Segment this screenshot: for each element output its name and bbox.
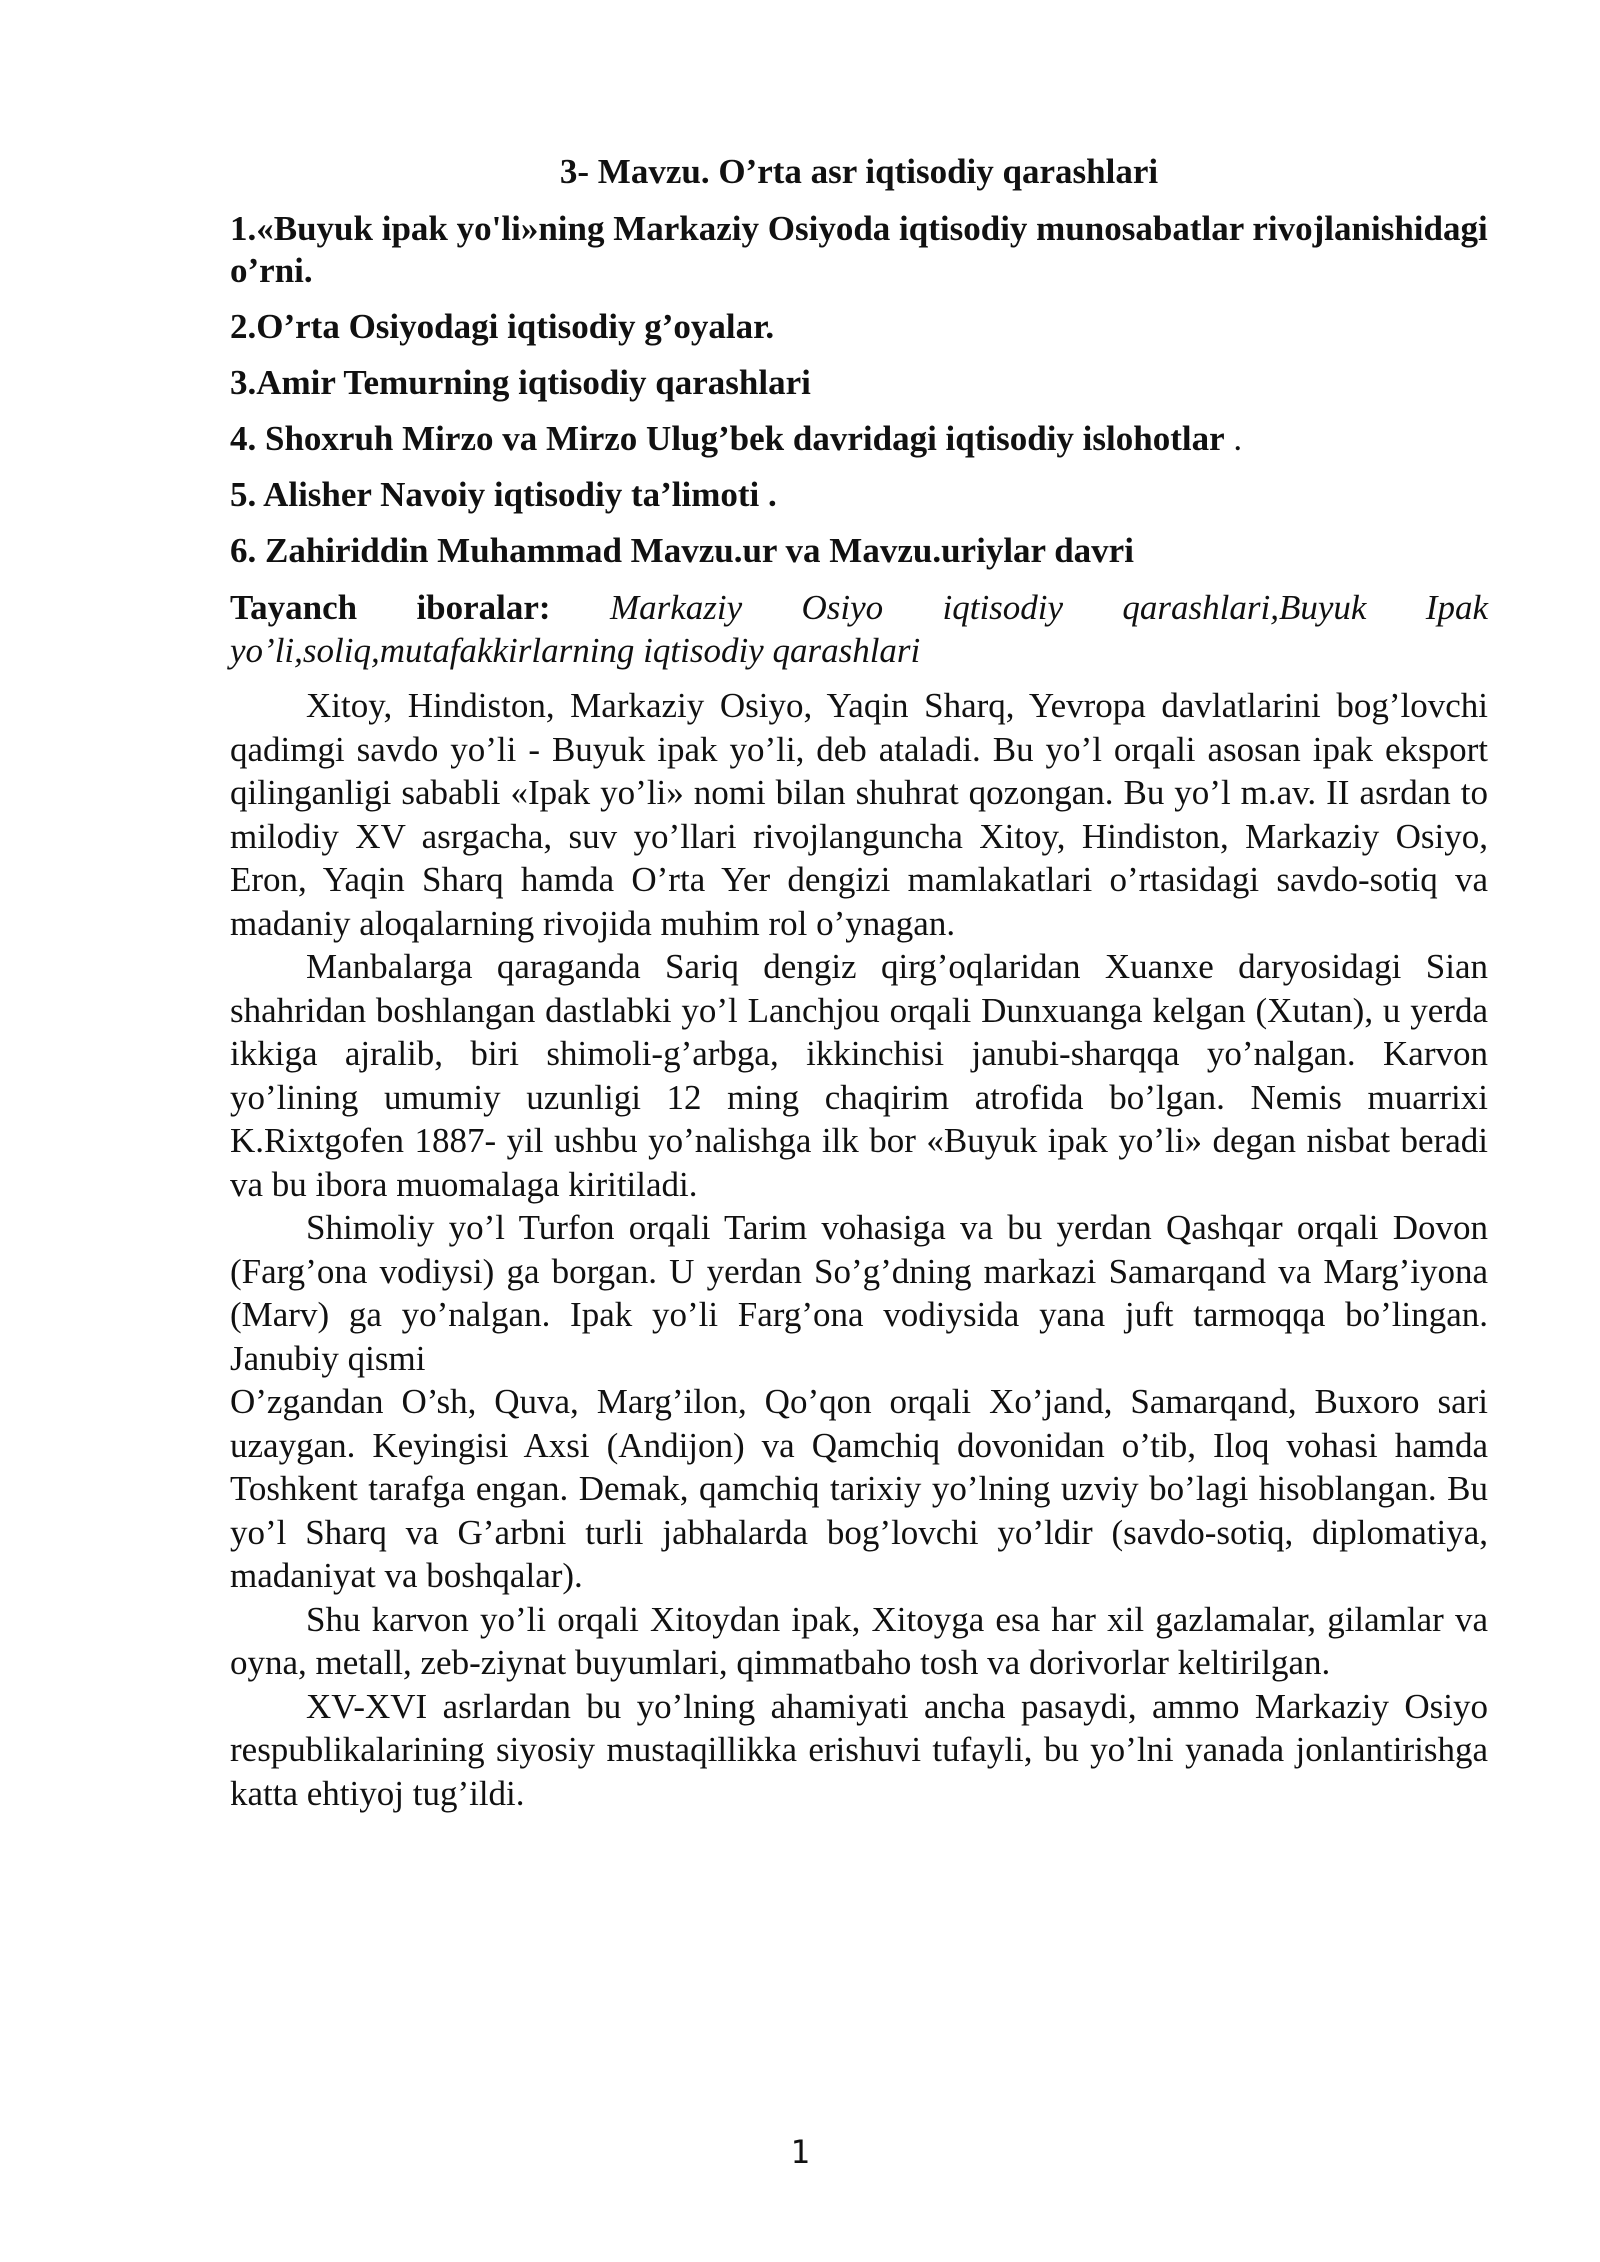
- outline-item-6: [230, 530, 1488, 572]
- outline-item-4: [230, 418, 1488, 460]
- outline-item-trail: .: [1224, 419, 1243, 458]
- body-paragraph-5: XV-XVI asrlardan bu yo’lning ahamiyati ancha pasaydi, ammo Markaziy Osiyo respublikalarining siyosiy mustaqillikka erishuvi tufayli, bu yo’lni yanada jonlantirishga katta ehtiyoj tug’ildi.: [230, 1686, 1488, 1813]
- key-terms: [230, 586, 1488, 672]
- outline-item-text: 1.«Buyuk ipak yo'li»ning Markaziy Osiyoda iqtisodiy munosabatlar rivojlanishidagi o’rni.: [230, 209, 1488, 290]
- page-number: 1: [790, 2133, 810, 2171]
- key-terms-text: Markaziy Osiyo iqtisodiy qarashlari,Buyuk Ipak yo’li,soliq,mutafakkirlarning iqtisodiy qarashlari: [230, 588, 1488, 670]
- outline-item-text: 3.Amir Temurning iqtisodiy qarashlari: [230, 363, 811, 402]
- key-terms-label: Tayanch iboralar:: [230, 588, 551, 627]
- outline-item-5: [230, 474, 1488, 516]
- topic-outline: [230, 208, 1488, 572]
- outline-item-text: 4. Shoxruh Mirzo va Mirzo Ulug’bek davridagi iqtisodiy islohotlar: [230, 419, 1225, 458]
- outline-item-text: 2.O’rta Osiyodagi iqtisodiy g’oyalar.: [230, 307, 775, 346]
- body-paragraph-2: Manbalarga qaraganda Sariq dengiz qirg’oqlaridan Xuanxe daryosidagi Sian shahridan boshlangan dastlabki yo’l Lanchjou orqali Dunxuanga kelgan (Xutan), u yerda ikkiga ajralib, biri shimoli-g’arbga, ikkinchisi janubi-sharqqa yo’nalgan. Karvon yo’lining umumiy uzunligi 12 ming chaqirim atrofida bo’lgan. Nemis muarrixi K.Rixtgofen 1887- yil ushbu yo’nalishga ilk bor «Buyuk ipak yo’li» degan nisbat beradi va bu ibora muomalaga kiritiladi.: [230, 947, 1488, 1204]
- body-paragraph-4: Shu karvon yo’li orqali Xitoydan ipak, Xitoyga esa har xil gazlamalar, gilamlar va oyna, metall, zeb-ziynat buyumlari, qimmatbaho tosh va dorivorlar keltirilgan.: [230, 1599, 1488, 1682]
- page-title: 3- Mavzu. O’rta asr iqtisodiy qarashlari: [559, 152, 1159, 191]
- outline-item-text: 5. Alisher Navoiy iqtisodiy ta’limoti .: [230, 475, 777, 514]
- body-paragraph-continuation: O’zgandan O’sh, Quva, Marg’ilon, Qo’qon orqali Xo’jand, Samarqand, Buxoro sari uzaygan. Keyingisi Axsi (Andijon) va Qamchiq dovonidan o’tib, Iloq vohasi hamda Toshkent tarafga engan. Demak, qamchiq tarixiy yo’lning uzviy bo’lagi hisoblangan. Bu yo’l Sharq va G’arbni turli jabhalarda bog’lovchi yo’ldir (savdo-sotiq, diplomatiya, madaniyat va boshqalar).: [230, 1382, 1488, 1595]
- outline-item-text: 6. Zahiriddin Muhammad Mavzu.ur va Mavzu.uriylar davri: [230, 531, 1134, 570]
- body-paragraph-3: Shimoliy yo’l Turfon orqali Tarim vohasiga va bu yerdan Qashqar orqali Dovon (Farg’ona vodiysi) ga borgan. U yerdan So’g’dning markazi Samarqand va Marg’iyona (Marv) ga yo’nalgan. Ipak yo’li Farg’ona vodiysida yana juft tarmoqqa bo’lingan. Janubiy qismi: [230, 1208, 1488, 1378]
- outline-item-2: [230, 306, 1488, 348]
- body-paragraph-1: Xitoy, Hindiston, Markaziy Osiyo, Yaqin Sharq, Yevropa davlatlarini bog’lovchi qadimgi savdo yo’li - Buyuk ipak yo’li, deb ataladi. Bu yo’l orqali asosan ipak eksport qilinganligi sababli «Ipak yo’li» nomi bilan shuhrat qozongan. Bu yo’l m.av. II asrdan to milodiy XV asrgacha, suv yo’llari rivojlanguncha Xitoy, Hindiston, Markaziy Osiyo, Eron, Yaqin Sharq hamda O’rta Yer dengizi mamlakatlari o’rtasidagi savdo-sotiq va madaniy aloqalarning rivojida muhim rol o’ynagan.: [230, 686, 1488, 943]
- outline-item-1: [230, 208, 1488, 292]
- document-page: [230, 150, 1488, 1815]
- outline-item-3: [230, 362, 1488, 404]
